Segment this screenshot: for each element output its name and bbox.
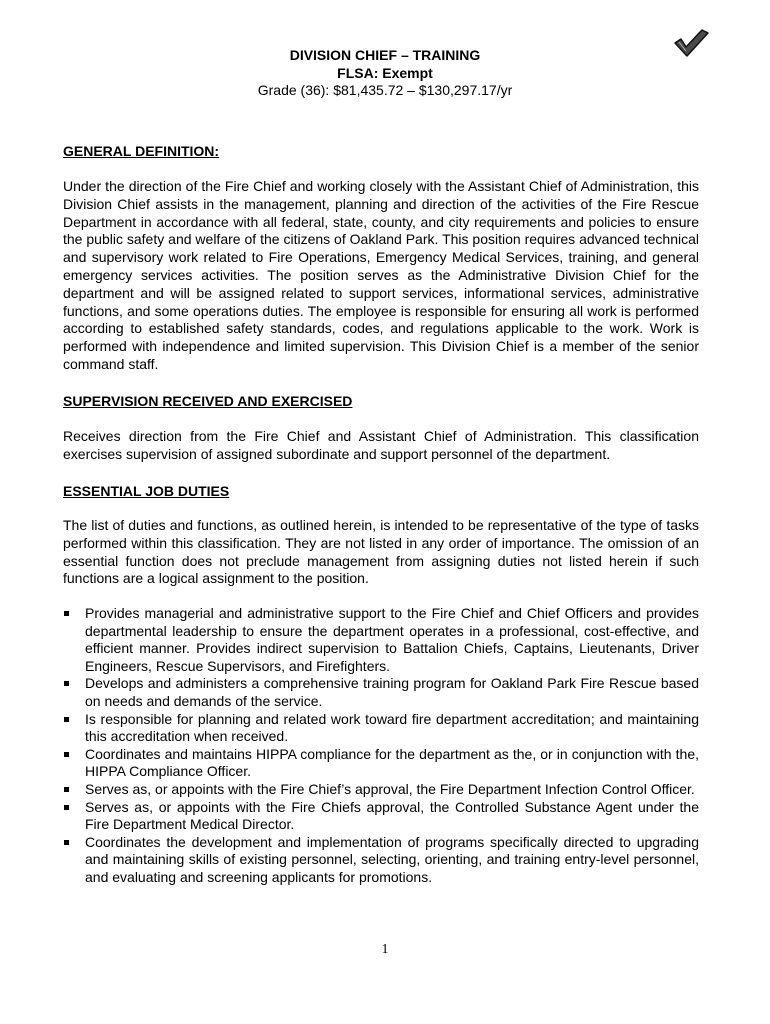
list-item: Provides managerial and administrative support to the Fire Chief and Chief Officers and provides departmental leadership to ensure the department operates in a professional, cost-effective, and efficient manner. Provides indirect supervision to Battalion Chiefs, Captains, Lieutenants, Driver Engineers, Rescue Supervisors, and Firefighters.	[63, 605, 699, 675]
flsa-status: FLSA: Exempt	[337, 64, 433, 81]
supervision-text: Receives direction from the Fire Chief and Assistant Chief of Administration. This classification exercises supervision of assigned subordinate and support personnel of the department.	[63, 428, 699, 462]
duties-list	[63, 605, 699, 887]
list-item: Serves as, or appoints with the Fire Chief’s approval, the Fire Department Infection Control Officer.	[63, 781, 699, 799]
general-definition-text: Under the direction of the Fire Chief and working closely with the Assistant Chief of Administration, this Division Chief assists in the management, planning and direction of the activities of the Fire Rescue Department in accordance with all federal, state, county, and city requirements and policies to ensure the public safety and welfare of the citizens of Oakland Park. This position requires advanced technical and supervisory work related to Fire Operations, Emergency Medical Services, training, and general emergency services activities. The position serves as the Administrative Division Chief for the department and will be assigned related to support services, informational services, administrative functions, and some operations duties. The employee is responsible for ensuring all work is performed according to established safety standards, codes, and regulations applicable to the work. Work is performed with independence and limited supervision. This Division Chief is a member of the senior command staff.	[63, 178, 699, 372]
essential-duties-intro: The list of duties and functions, as outlined herein, is intended to be representative of the type of tasks performed within this classification. They are not listed in any order of importance. The omission of an essential function does not preclude management from assigning duties not listed herein if such functions are a logical assignment to the position.	[63, 517, 699, 587]
essential-duties-heading: ESSENTIAL JOB DUTIES	[63, 483, 230, 499]
bullet-icon	[64, 752, 69, 757]
list-item: Coordinates and maintains HIPPA compliance for the department as the, or in conjunction with the, HIPPA Compliance Officer.	[63, 746, 699, 781]
list-item: Develops and administers a comprehensive training program for Oakland Park Fire Rescue based on needs and demands of the service.	[63, 675, 699, 710]
general-definition-heading: GENERAL DEFINITION:	[63, 143, 220, 159]
document-header	[0, 47, 770, 100]
bullet-icon	[64, 681, 69, 686]
bullet-icon	[64, 840, 69, 845]
bullet-icon	[64, 787, 69, 792]
bullet-icon	[64, 717, 69, 722]
supervision-heading: SUPERVISION RECEIVED AND EXERCISED	[63, 393, 353, 409]
salary-grade: Grade (36): $81,435.72 – $130,297.17/yr	[257, 82, 513, 98]
list-item: Is responsible for planning and related work toward fire department accreditation; and maintaining this accreditation when received.	[63, 711, 699, 746]
bullet-icon	[64, 611, 69, 616]
job-title: DIVISION CHIEF – TRAINING	[289, 47, 481, 63]
bullet-icon	[64, 805, 69, 810]
list-item: Coordinates the development and implementation of programs specifically directed to upgrading and maintaining skills of existing personnel, selecting, orienting, and training entry-level personnel, and evaluating and screening applicants for promotions.	[63, 834, 699, 887]
page-number: 1	[381, 942, 389, 957]
list-item: Serves as, or appoints with the Fire Chiefs approval, the Controlled Substance Agent under the Fire Department Medical Director.	[63, 799, 699, 834]
